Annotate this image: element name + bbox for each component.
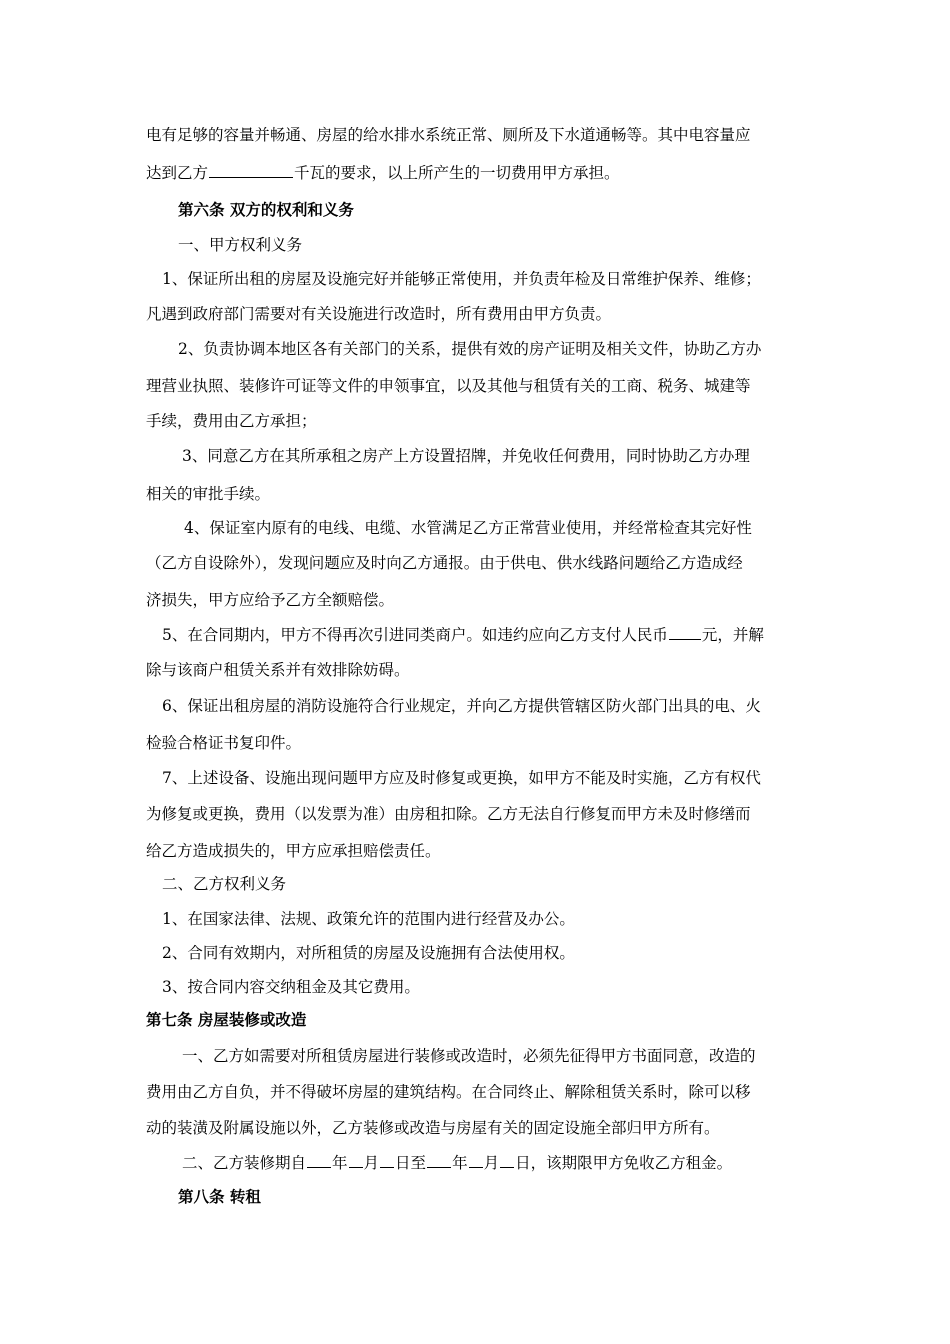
text-line: 6、保证出租房屋的消防设施符合行业规定，并向乙方提供管辖区防火部门出具的电、火 xyxy=(162,697,761,715)
text-line: 4、保证室内原有的电线、电缆、水管满足乙方正常营业使用，并经常检查其完好性 xyxy=(184,519,752,537)
amount-blank xyxy=(669,625,701,640)
text-line: 3、按合同内容交纳租金及其它费用。 xyxy=(162,978,420,996)
text-line: 手续，费用由乙方承担； xyxy=(146,412,317,430)
text-line: 相关的审批手续。 xyxy=(146,485,271,503)
section-heading-8: 第八条 转租 xyxy=(178,1187,261,1206)
text-line: 3、同意乙方在其所承租之房产上方设置招牌，并免收任何费用，同时协助乙方办理 xyxy=(182,447,750,465)
text-line: 电有足够的容量并畅通、房屋的给水排水系统正常、厕所及下水道通畅等。其中电容量应 xyxy=(146,126,751,144)
capacity-blank xyxy=(209,163,293,178)
text-line: 检验合格证书复印件。 xyxy=(146,734,302,752)
text-line: 达到乙方 千瓦的要求，以上所产生的一切费用甲方承担。 xyxy=(146,164,620,182)
text-line: 除与该商户租赁关系并有效排除妨碍。 xyxy=(146,661,410,679)
subsection-heading: 二、乙方权利义务 xyxy=(162,875,287,893)
text-line: 7、上述设备、设施出现问题甲方应及时修复或更换，如甲方不能及时实施，乙方有权代 xyxy=(162,769,761,787)
text-line: 费用由乙方自负，并不得破坏房屋的建筑结构。在合同终止、解除租赁关系时，除可以移 xyxy=(146,1083,751,1101)
text-line: 为修复或更换，费用（以发票为准）由房租扣除。乙方无法自行修复而甲方未及时修缮而 xyxy=(146,805,751,823)
text-line: 理营业执照、装修许可证等文件的申领事宜，以及其他与租赁有关的工商、税务、城建等 xyxy=(146,377,751,395)
text-line: 5、在合同期内，甲方不得再次引进同类商户。如违约应向乙方支付人民币 元，并解 xyxy=(162,626,764,644)
text-line: 凡遇到政府部门需要对有关设施进行改造时，所有费用由甲方负责。 xyxy=(146,305,612,323)
renovation-period-line: 二、乙方装修期自 年 月 日至 年 月 日，该期限甲方免收乙方租金。 xyxy=(182,1154,733,1172)
text-line: 1、保证所出租的房屋及设施完好并能够正常使用，并负责年检及日常维护保养、维修； xyxy=(162,270,761,288)
text-line: （乙方自设除外），发现问题应及时向乙方通报。由于供电、供水线路问题给乙方造成经 xyxy=(146,554,743,572)
date-blank xyxy=(380,1153,394,1168)
date-blank xyxy=(307,1153,331,1168)
text-line: 一、乙方如需要对所租赁房屋进行装修或改造时，必须先征得甲方书面同意，改造的 xyxy=(182,1047,756,1065)
text-line: 2、合同有效期内，对所租赁的房屋及设施拥有合法使用权。 xyxy=(162,944,575,962)
section-heading-7: 第七条 房屋装修或改造 xyxy=(146,1010,307,1029)
text-line: 给乙方造成损失的，甲方应承担赔偿责任。 xyxy=(146,842,441,860)
text-line: 1、在国家法律、法规、政策允许的范围内进行经营及办公。 xyxy=(162,910,575,928)
text-line: 济损失，甲方应给予乙方全额赔偿。 xyxy=(146,591,395,609)
text-line: 动的装潢及附属设施以外，乙方装修或改造与房屋有关的固定设施全部归甲方所有。 xyxy=(146,1119,720,1137)
date-blank xyxy=(349,1153,363,1168)
subsection-heading: 一、甲方权利义务 xyxy=(178,236,303,254)
date-blank xyxy=(500,1153,514,1168)
date-blank xyxy=(469,1153,483,1168)
date-blank xyxy=(427,1153,451,1168)
section-heading-6: 第六条 双方的权利和义务 xyxy=(178,200,354,219)
text-line: 2、负责协调本地区各有关部门的关系，提供有效的房产证明及相关文件，协助乙方办 xyxy=(178,340,762,358)
